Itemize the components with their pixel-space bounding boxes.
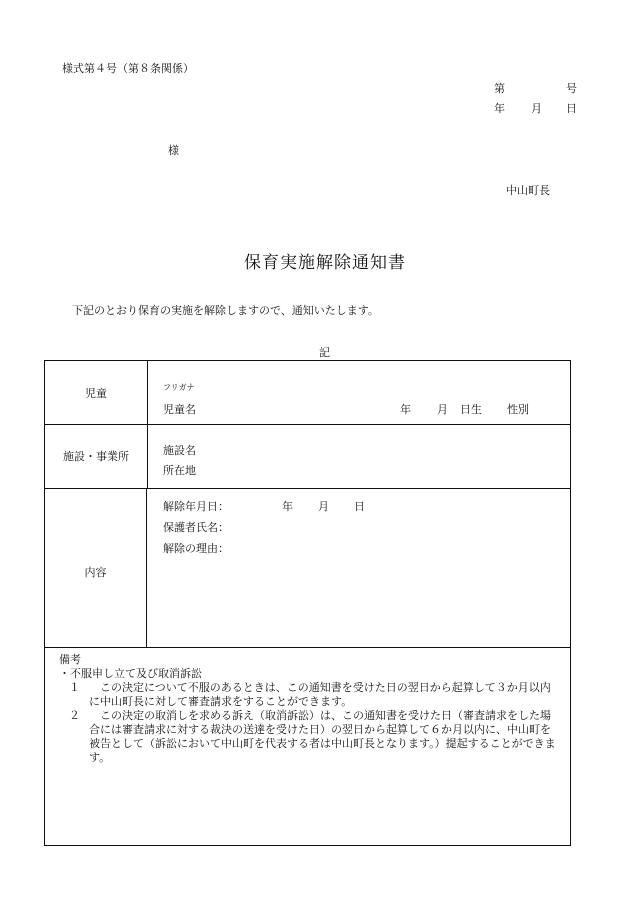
sender-name: 中山町長 <box>506 184 550 197</box>
child-label: 児童 <box>45 361 148 424</box>
content-row <box>45 488 570 648</box>
recipient-honorific: 様 <box>168 144 179 157</box>
note-item <box>59 709 556 765</box>
issue-date-day: 日 <box>566 102 577 115</box>
intro-text: 下記のとおり保育の実施を解除しますので、通知いたします。 <box>72 304 379 317</box>
note-number: １ <box>69 681 80 694</box>
facility-label: 施設・事業所 <box>45 424 148 488</box>
ki-heading: 記 <box>319 346 330 359</box>
release-reason-label: 解除の理由： <box>163 542 229 555</box>
release-day-label: 日 <box>354 500 365 513</box>
notes-heading: 備考 <box>59 653 81 666</box>
form-number: 様式第４号（第８条関係） <box>62 62 194 75</box>
facility-name-label: 施設名 <box>163 444 196 457</box>
note-text: この決定の取消しを求める訴え（取消訴訟）は、この通知書を受けた日（審査請求をした場合には審査請求に対する裁決の送達を受けた日）の翌日から起算して６か月以内に、中山町を被告として（訴訟において中山町を代表する者は中山町長となります。）提起することができます。 <box>89 709 556 764</box>
release-date-label: 解除年月日： <box>163 500 229 513</box>
facility-address-label: 所在地 <box>163 464 196 477</box>
release-year-label: 年 <box>282 500 293 513</box>
issue-date-year: 年 <box>494 102 505 115</box>
doc-number-prefix: 第 <box>494 82 505 95</box>
notes-row <box>45 647 570 845</box>
child-row <box>45 361 570 425</box>
content-label: 内容 <box>45 488 147 647</box>
notes-subheading: ・不服申し立て及び取消訴訟 <box>59 667 202 680</box>
notes-block <box>59 653 556 765</box>
note-text: この決定について不服のあるときは、この通知書を受けた日の翌日から起算して３か月以内に中山町長に対して審査請求をすることができます。 <box>89 681 551 708</box>
gender-label: 性別 <box>507 403 529 416</box>
note-number: ２ <box>69 709 80 722</box>
document-title: 保育実施解除通知書 <box>244 253 406 273</box>
birth-day-label: 日生 <box>460 403 482 416</box>
birth-month-label: 月 <box>437 403 448 416</box>
note-item <box>59 681 556 709</box>
facility-row <box>45 424 570 489</box>
guardian-name-label: 保護者氏名： <box>163 521 229 534</box>
furigana-label: フリガナ <box>163 383 195 392</box>
child-name-label: 児童名 <box>163 403 196 416</box>
notice-table <box>44 360 571 846</box>
release-month-label: 月 <box>318 500 329 513</box>
birth-year-label: 年 <box>400 403 411 416</box>
issue-date-month: 月 <box>531 102 542 115</box>
doc-number-suffix: 号 <box>566 82 577 95</box>
